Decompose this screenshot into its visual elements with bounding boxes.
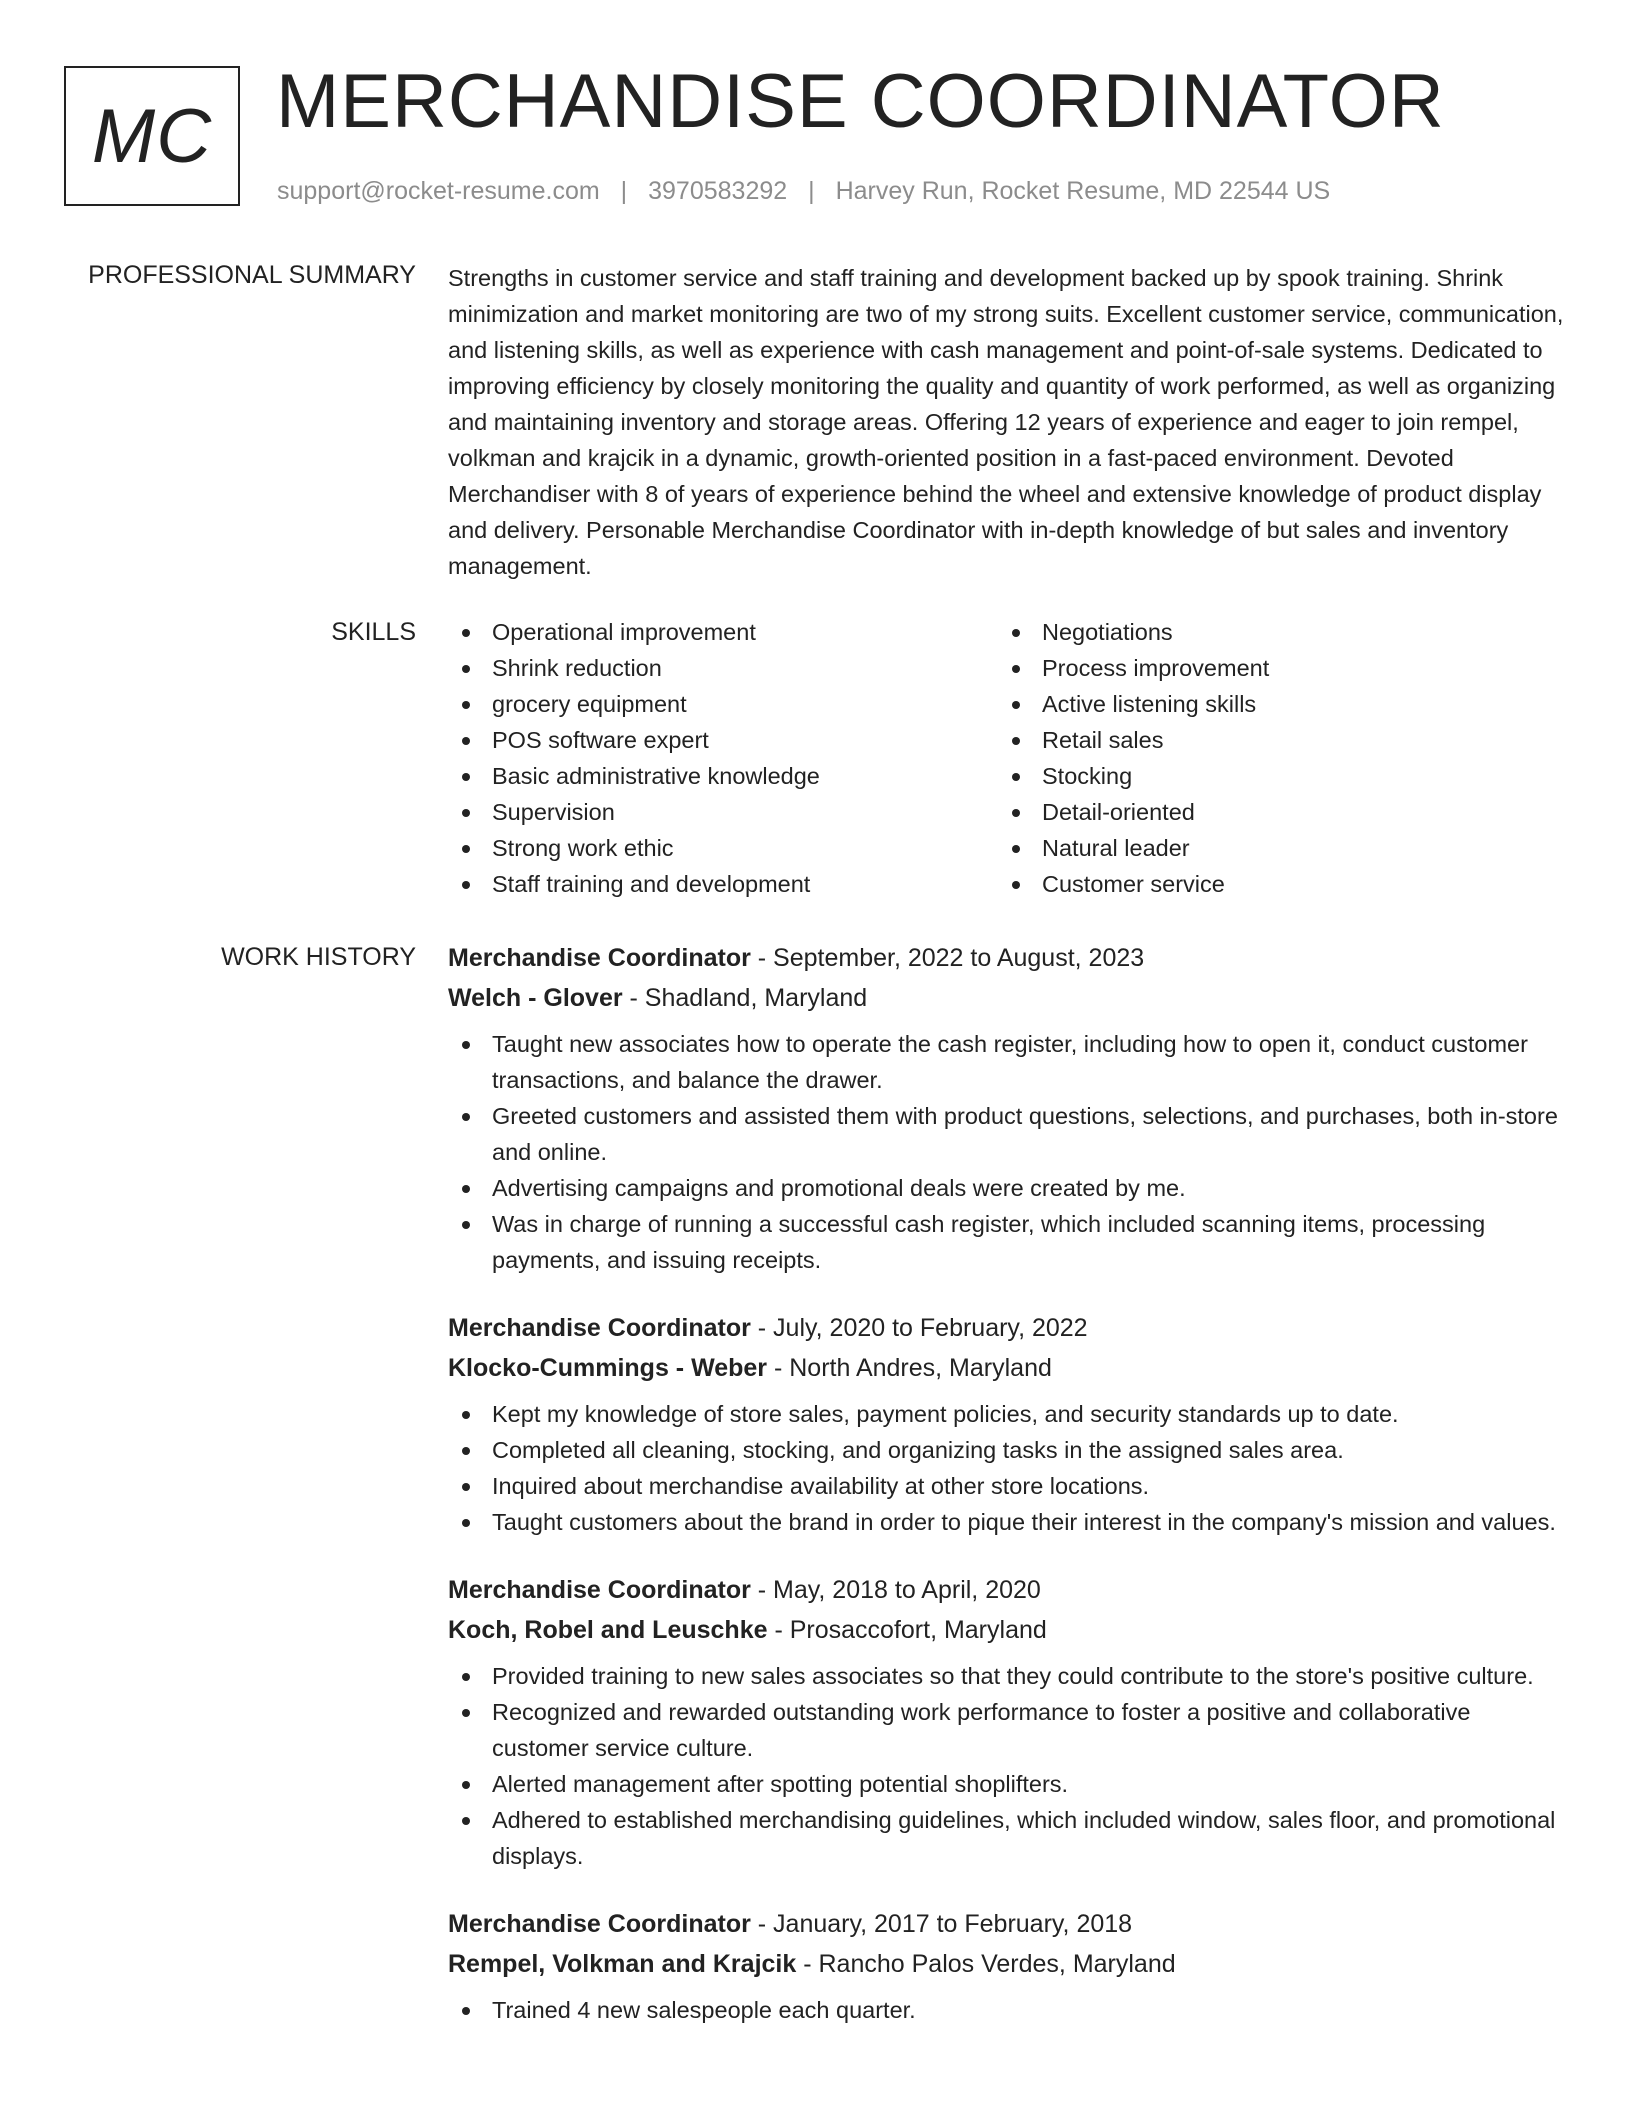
skill-item: Staff training and development	[448, 866, 998, 902]
skill-item: Strong work ethic	[448, 830, 998, 866]
job-heading	[448, 1904, 1570, 1944]
job-bullet: Alerted management after spotting potential shoplifters.	[448, 1766, 1570, 1802]
contact-separator: |	[620, 177, 628, 205]
job-bullet: Taught new associates how to operate the cash register, including how to open it, conduct customer transactions, and balance the drawer.	[448, 1026, 1570, 1098]
job-company: Rempel, Volkman and Krajcik	[448, 1950, 797, 1978]
job-bullet: Inquired about merchandise availability at other store locations.	[448, 1468, 1570, 1504]
job-location: - North Andres, Maryland	[767, 1354, 1052, 1382]
monogram-badge	[64, 66, 240, 206]
job-company: Klocko-Cummings - Weber	[448, 1354, 768, 1382]
monogram-initials: MC	[91, 93, 213, 179]
skill-item: Shrink reduction	[448, 650, 998, 686]
job-entry	[448, 1904, 1570, 2028]
job-entry	[448, 1308, 1570, 1540]
skill-item: Active listening skills	[998, 686, 1548, 722]
section-label-summary: PROFESSIONAL SUMMARY	[88, 261, 416, 289]
job-employer	[448, 1348, 1570, 1388]
summary-text: Strengths in customer service and staff training and development backed up by spook training. Shrink minimization and market monitoring are two of my strong suits. Excellent customer service, communication, and listening skills, as well as experience with cash management and point-of-sale systems. Dedicated to improving efficiency by closely monitoring the quality and quantity of work performed, as well as organizing and maintaining inventory and storage areas. Offering 12 years of experience and eager to join rempel, volkman and krajcik in a dynamic, growth-oriented position in a fast-paced environment. Devoted Merchandiser with 8 of years of experience behind the wheel and extensive knowledge of product display and delivery. Personable Merchandise Coordinator with in-depth knowledge of but sales and inventory management.	[448, 265, 1564, 579]
skill-item: POS software expert	[448, 722, 998, 758]
job-title: Merchandise Coordinator	[448, 1576, 751, 1604]
contact-address: Harvey Run, Rocket Resume, MD 22544 US	[835, 177, 1331, 205]
job-bullet: Taught customers about the brand in order to pique their interest in the company's mission and values.	[448, 1504, 1570, 1540]
job-dates: - July, 2020 to February, 2022	[750, 1314, 1088, 1342]
job-bullet: Trained 4 new salespeople each quarter.	[448, 1992, 1570, 2028]
job-bullet: Greeted customers and assisted them with product questions, selections, and purchases, both in-store and online.	[448, 1098, 1570, 1170]
skill-item: Stocking	[998, 758, 1548, 794]
job-bullet: Was in charge of running a successful cash register, which included scanning items, processing payments, and issuing receipts.	[448, 1206, 1570, 1278]
job-location: - Prosaccofort, Maryland	[767, 1616, 1047, 1644]
skills-column-left	[448, 614, 998, 902]
job-title: Merchandise Coordinator	[448, 944, 751, 972]
job-title: Merchandise Coordinator	[448, 1314, 751, 1342]
job-employer	[448, 978, 1570, 1018]
job-bullets	[448, 1396, 1570, 1540]
job-entry	[448, 1570, 1570, 1874]
skill-item: Operational improvement	[448, 614, 998, 650]
skill-item: Detail-oriented	[998, 794, 1548, 830]
skills-column-right	[998, 614, 1548, 902]
job-entry	[448, 938, 1570, 1278]
job-bullet: Completed all cleaning, stocking, and organizing tasks in the assigned sales area.	[448, 1432, 1570, 1468]
skill-item: Basic administrative knowledge	[448, 758, 998, 794]
job-bullet: Recognized and rewarded outstanding work performance to foster a positive and collaborative customer service culture.	[448, 1694, 1570, 1766]
job-location: - Rancho Palos Verdes, Maryland	[796, 1950, 1176, 1978]
job-heading	[448, 938, 1570, 978]
contact-separator: |	[808, 177, 815, 205]
job-bullets	[448, 1658, 1570, 1874]
job-employer	[448, 1944, 1570, 1984]
job-company: Koch, Robel and Leuschke	[448, 1616, 768, 1644]
skill-item: grocery equipment	[448, 686, 998, 722]
section-label-work-history: WORK HISTORY	[221, 943, 416, 971]
job-heading	[448, 1308, 1570, 1348]
job-bullet: Kept my knowledge of store sales, payment policies, and security standards up to date.	[448, 1396, 1570, 1432]
work-history	[448, 938, 1570, 2058]
job-title: Merchandise Coordinator	[448, 1910, 751, 1938]
skill-item: Retail sales	[998, 722, 1548, 758]
job-bullets	[448, 1026, 1570, 1278]
skills-list	[448, 614, 1570, 902]
skill-item: Negotiations	[998, 614, 1548, 650]
job-bullet: Adhered to established merchandising guidelines, which included window, sales floor, and promotional displays.	[448, 1802, 1570, 1874]
skill-item: Process improvement	[998, 650, 1548, 686]
job-bullet: Provided training to new sales associates so that they could contribute to the store's positive culture.	[448, 1658, 1570, 1694]
skill-item: Natural leader	[998, 830, 1548, 866]
job-dates: - January, 2017 to February, 2018	[750, 1910, 1133, 1938]
skill-item: Customer service	[998, 866, 1548, 902]
contact-line	[277, 174, 1330, 208]
job-dates: - May, 2018 to April, 2020	[750, 1576, 1041, 1604]
contact-phone: 3970583292	[648, 177, 788, 205]
skill-item: Supervision	[448, 794, 998, 830]
contact-email: support@rocket-resume.com	[277, 177, 600, 205]
section-label-skills: SKILLS	[331, 618, 416, 646]
job-bullets	[448, 1992, 1570, 2028]
job-dates: - September, 2022 to August, 2023	[750, 944, 1145, 972]
job-heading	[448, 1570, 1570, 1610]
job-employer	[448, 1610, 1570, 1650]
job-bullet: Advertising campaigns and promotional deals were created by me.	[448, 1170, 1570, 1206]
job-location: - Shadland, Maryland	[622, 984, 868, 1012]
job-company: Welch - Glover	[448, 984, 623, 1012]
resume-title: MERCHANDISE COORDINATOR	[276, 59, 1445, 144]
